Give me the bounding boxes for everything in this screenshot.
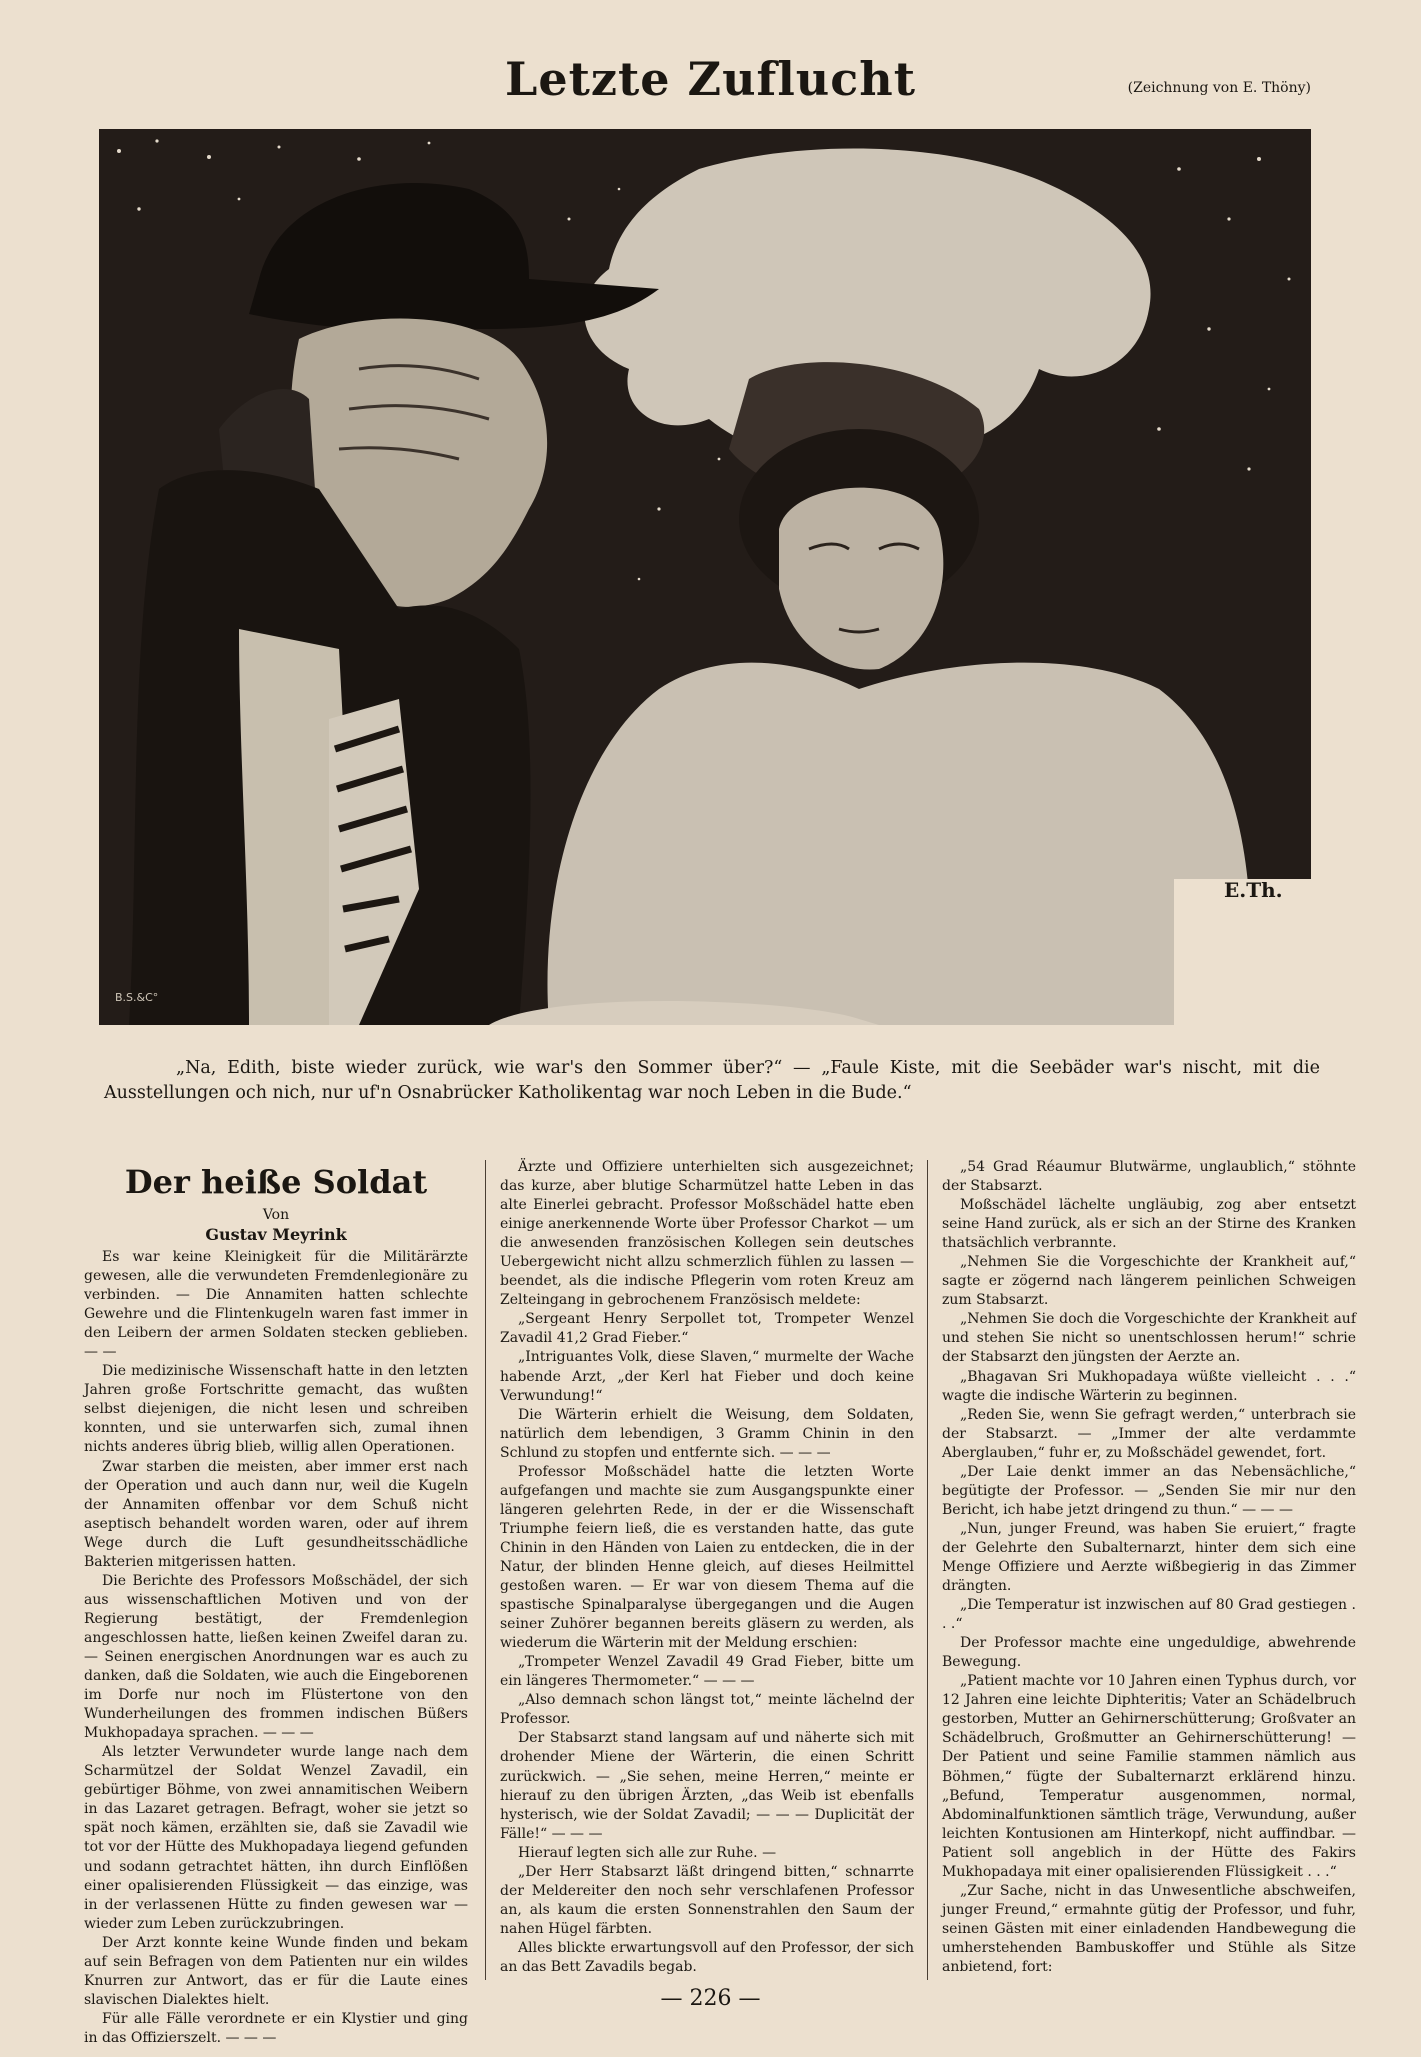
paragraph: Es war keine Kleinigkeit für die Militärärzte gewesen, alle die verwundeten Fremdenlegionäre zu verbinden. — Die Annamiten hatten schlechte Gewehre und die Flintenkugeln waren fast immer in den Leibern der armen Soldaten stecken geblieben. — — [84, 1249, 468, 1361]
paragraph: „Intriguantes Volk, diese Slaven,“ murmelte der Wache habende Arzt, „der Kerl hat Fieber und doch keine Verwundung!“ [500, 1349, 914, 1404]
story-title: Der heiße Soldat [124, 1163, 428, 1201]
column-rule-1 [485, 1160, 486, 1980]
paragraph: Hierauf legten sich alle zur Ruhe. — [518, 1844, 777, 1861]
paragraph: Als letzter Verwundeter wurde lange nach dem Scharmützel der Soldat Wenzel Zavadil, ein gebürtiger Böhme, von zwei annamitischen Weibern in das Lazaret getragen. Befragt, woher sie jetzt so spät noch kämen, erzählten sie, daß sie Zavadil wie tot vor der Hütte des Mukhopadaya liegend gefunden und sodann getrachtet hätten, ihn durch Einflößen einer opalisierenden Flüssigkeit — das einzige, was in der verlassenen Hütte zu finden gewesen war — wieder zum Leben zurückzubringen. [84, 1744, 468, 1932]
paragraph: „Nehmen Sie die Vorgeschichte der Krankheit auf,“ sagte er zögernd nach längerem peinlichen Schweigen zum Stabsarzt. [942, 1254, 1356, 1309]
paragraph: „Die Temperatur ist inzwischen auf 80 Grad gestiegen . . .“ [942, 1597, 1356, 1633]
page-number: — 226 — [660, 1986, 761, 2011]
paragraph: Der Arzt konnte keine Wunde finden und bekam auf sein Befragen von dem Patienten nur ein wildes Knurren zur Antwort, das er für die Laute eines slavischen Dialektes hielt. [84, 1934, 468, 2008]
paragraph: „Nehmen Sie doch die Vorgeschichte der Krankheit auf und stehen Sie nicht so unentschlossen herum!“ schrie der Stabsarzt den jüngsten der Aerzte an. [942, 1311, 1356, 1366]
paragraph: „54 Grad Réaumur Blutwärme, unglaublich,“ stöhnte der Stabsarzt. [942, 1159, 1356, 1195]
paragraph: Professor Moßschädel hatte die letzten Worte aufgefangen und machte sie zum Ausgangspunkte einer längeren gelehrten Rede, in der er die Wissenschaft Triumphe feiern ließ, die es verstanden hatte, das gute Chinin in den Händen von Laien zu entdecken, die in der Natur, der blinden Henne gleich, auf dieses Heilmittel gestoßen waren. — Er war von diesem Thema auf die spastische Spinalparalyse übergegangen und die Augen seiner Zuhörer begannen bereits gläsern zu werden, als wiederum die Wärterin mit der Meldung erschien: [500, 1463, 914, 1652]
paragraph: Zwar starben die meisten, aber immer erst nach der Operation und auch dann nur, weil die Kugeln der Annamiten offenbar vor dem Schuß nicht aseptisch behandelt worden waren, oder auf ihrem Wege durch die Luft gesundheitsschädliche Bakterien mitgerissen hatten. [84, 1458, 468, 1570]
printer-mark: B.S.&C° [115, 991, 159, 1004]
article-column-3 [942, 1158, 1356, 1990]
paragraph: Für alle Fälle verordnete er ein Klystier und ging in das Offizierszelt. — — — [84, 2010, 468, 2046]
paragraph: „Sergeant Henry Serpollet tot, Trompeter Wenzel Zavadil 41,2 Grad Fieber.“ [500, 1311, 914, 1347]
paragraph: Die Wärterin erhielt die Weisung, dem Soldaten, natürlich dem lebendigen, 3 Gramm Chinin in den Schlund zu stopfen und entfernte sich. — — — [500, 1406, 914, 1461]
paragraph: „Patient machte vor 10 Jahren einen Typhus durch, vor 12 Jahren eine leichte Diphteritis; Vater an Schädelbruch gestorben, Mutter an Gehirnerschütterung; Großvater an Schädelbruch, Großmutter an Gehirnerschütterung! — Der Patient und seine Familie stammen nämlich aus Böhmen,“ fügte der Subalternarzt erklärend hinzu. „Befund, Temperatur ausgenommen, normal, Abdominalfunktionen sämtlich träge, Verwundung, außer leichten Kontusionen am Hinterkopf, nicht auffindbar. — Patient soll angeblich in der Hütte des Fakirs Mukhopadaya mit einer opalisierenden Flüssigkeit . . .“ [942, 1673, 1356, 1880]
paragraph: „Bhagavan Sri Mukhopadaya wüßte vielleicht . . .“ wagte die indische Wärterin zu beginnen. [942, 1368, 1356, 1404]
paragraph: Moßschädel lächelte ungläubig, zog aber entsetzt seine Hand zurück, als er sich an der Stirne des Kranken thatsächlich verbrannte. [942, 1197, 1356, 1252]
paragraph: Die Berichte des Professors Moßschädel, der sich aus wissenschaftlichen Motiven und von der Regierung bestätigt, der Fremdenlegion angeschlossen hatte, ließen keinen Zweifel daran zu. — Seinen energischen Anordnungen war es auch zu danken, daß die Soldaten, wie auch die Eingeborenen im Dorfe nur noch im Flüstertone von den Wunderheilungen des frommen indischen Büßers Mukhopadaya sprachen. — — — [84, 1572, 468, 1742]
paragraph: „Der Laie denkt immer an das Nebensächliche,“ begütigte der Professor. — „Senden Sie mir nur den Bericht, ich habe jetzt dringend zu thun.“ — — — [942, 1463, 1356, 1518]
article-column-2 [500, 1158, 914, 1990]
cartoon-caption: „Na, Edith, biste wieder zurück, wie war's den Sommer über?“ — „Faule Kiste, mit die Seebäder war's nischt, mit die Ausstellungen och nich, nur uf'n Osnabrücker Katholikentag war noch Leben in die Bude.“ [104, 1058, 1320, 1103]
paragraph: Der Professor machte eine ungeduldige, abwehrende Bewegung. [942, 1635, 1356, 1671]
illustrator-credit: (Zeichnung von E. Thöny) [1127, 80, 1311, 96]
cartoon-illustration [99, 129, 1311, 1025]
paragraph: Alles blickte erwartungsvoll auf den Professor, der sich an das Bett Zavadils begab. [500, 1939, 914, 1975]
paragraph: Ärzte und Offiziere unterhielten sich ausgezeichnet; das kurze, aber blutige Scharmützel hatte Leben in das alte Einerlei gebracht. Professor Moßschädel hatte eben einige anerkennende Worte über Professor Charkot — um die anwesenden französischen Kollegen sein deutsches Uebergewicht nicht allzu schmerzlich fühlen zu lassen — beendet, als die indische Pflegerin vom roten Kreuz am Zelteingang in gebrochenem Französisch meldete: [500, 1159, 914, 1309]
paragraph: „Trompeter Wenzel Zavadil 49 Grad Fieber, bitte um ein längeres Thermometer.“ — — — [500, 1654, 914, 1690]
article-column-1 [84, 1158, 468, 2046]
woman-shoulders [547, 663, 1251, 1025]
cartoon-title: Letzte Zuflucht [505, 52, 916, 106]
byline-von: Von [262, 1207, 290, 1223]
story-author: Gustav Meyrink [205, 1225, 347, 1244]
paragraph: Die medizinische Wissenschaft hatte in den letzten Jahren große Fortschritte gemacht, das wußten selbst diejenigen, die nicht lesen und schreiben konnten, und sie unterwarfen sich, zumal ihnen nichts anderes übrig blieb, willig allen Operationen. [84, 1363, 468, 1456]
paragraph: Der Stabsarzt stand langsam auf und näherte sich mit drohender Miene der Wärterin, die einen Schritt zurückwich. — „Sie sehen, meine Herren,“ meinte er hierauf zu den übrigen Ärzten, „das Weib ist ebenfalls hysterisch, wie der Soldat Zavadil; — — — Duplicität der Fälle!“ — — — [500, 1730, 914, 1842]
paragraph: „Der Herr Stabsarzt läßt dringend bitten,“ schnarrte der Meldereiter den noch sehr verschlafenen Professor an, als kaum die ersten Sonnenstrahlen den Saum der nahen Hügel färbten. [500, 1863, 914, 1937]
column-rule-2 [927, 1160, 928, 1980]
artist-signature: E.Th. [1224, 878, 1283, 902]
paragraph: „Reden Sie, wenn Sie gefragt werden,“ unterbrach sie der Stabsarzt. — „Immer der alte verdammte Aberglauben,“ fuhr er, zu Moßschädel gewendet, fort. [942, 1406, 1356, 1461]
paragraph: „Zur Sache, nicht in das Unwesentliche abschweifen, junger Freund,“ ermahnte gütig der Professor, und fuhr, seinen Gästen mit einer einladenden Handbewegung die umherstehenden Bambuskoffer und Stühle als Sitze anbietend, fort: [942, 1882, 1356, 1975]
cartoon-drawing [99, 129, 1311, 1025]
paragraph: „Also demnach schon längst tot,“ meinte lächelnd der Professor. [500, 1692, 914, 1728]
paragraph: „Nun, junger Freund, was haben Sie eruiert,“ fragte der Gelehrte den Subalternarzt, hinter dem sich eine Menge Offiziere und Aerzte wißbegierig in das Zimmer drängten. [942, 1520, 1356, 1595]
